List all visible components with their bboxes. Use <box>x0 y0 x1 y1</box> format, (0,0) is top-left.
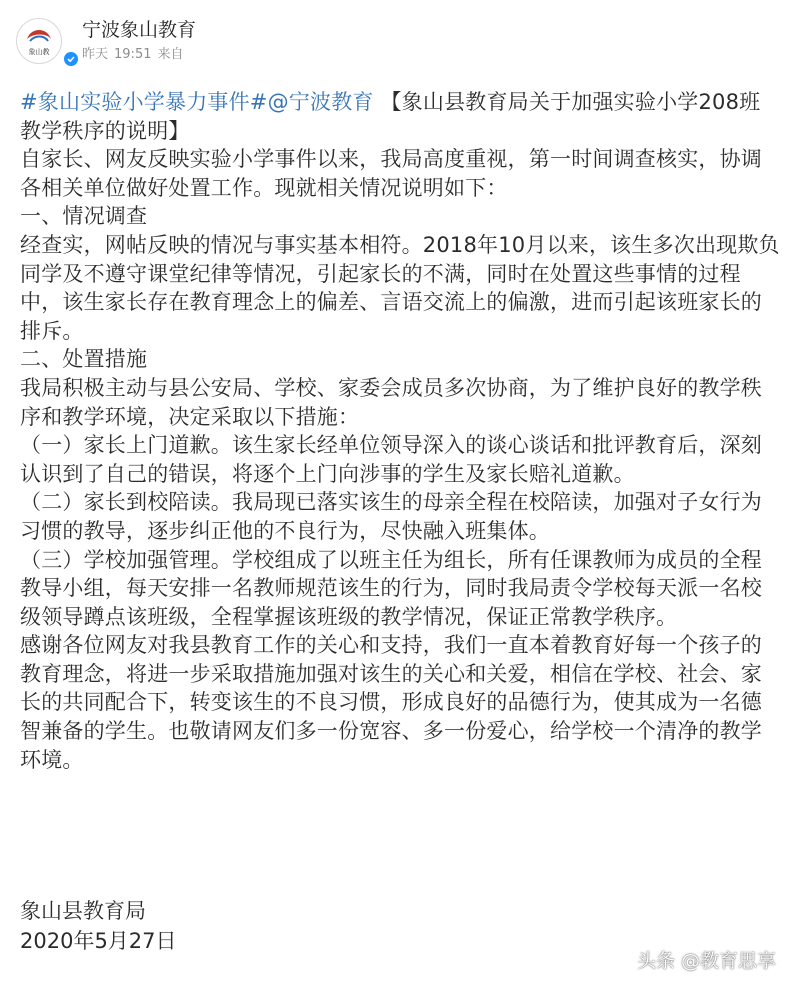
post-source: 来自 <box>157 47 184 62</box>
measure-2: （二）家长到校陪读。我局现已落实该生的母亲全程在校陪读，加强对子女行为习惯的教导，逐步纠正他的不良行为，尽快融入班集体。 <box>20 490 762 543</box>
verified-icon <box>62 50 80 68</box>
signature-organization: 象山县教育局 <box>20 899 146 923</box>
post-title-line <box>20 88 780 145</box>
post-day: 昨天 <box>82 47 109 62</box>
avatar[interactable] <box>16 18 62 64</box>
section2-heading: 二、处置措施 <box>20 347 148 372</box>
section1-body: 经查实，网帖反映的情况与事实基本相符。2018年10月以来，该生多次出现欺负同学及不遵守课堂纪律等情况，引起家长的不满，同时在处置这些事情的过程中，该生家长存在教育理念上的偏差、言语交流上的偏激，进而引起该班家长的排斥。 <box>20 232 780 343</box>
post-meta <box>82 46 196 64</box>
topic-tag-link[interactable]: #象山实验小学暴力事件# <box>20 90 268 114</box>
avatar-logo-icon <box>17 19 61 63</box>
mention-link[interactable]: @宁波教育 <box>267 90 374 114</box>
post-time: 19:51 <box>114 47 152 62</box>
post-header <box>16 10 196 72</box>
signature-date: 2020年5月27日 <box>20 929 177 953</box>
closing-paragraph: 感谢各位网友对我县教育工作的关心和支持，我们一直本着教育好每一个孩子的教育理念，将进一步采取措施加强对该生的关心和关爱，相信在学校、社会、家长的共同配合下，转变该生的不良习惯，形成良好的品德行为，使其成为一名德智兼备的学生。也敬请网友们多一份宽容、多一份爱心，给学校一个清净的教学环境。 <box>20 633 762 772</box>
post-body <box>20 88 780 774</box>
avatar-label: 象山教 <box>28 48 50 56</box>
account-name[interactable]: 宁波象山教育 <box>82 19 197 41</box>
watermark: 头条 @教育思享 <box>636 950 776 972</box>
measure-3: （三）学校加强管理。学校组成了以班主任为组长，所有任课教师为成员的全程教导小组，每天安排一名教师规范该生的行为，同时我局责令学校每天派一名校级领导蹲点该班级，全程掌握该班级的教学情况，保证正常教学秩序。 <box>20 547 762 629</box>
section1-heading: 一、情况调查 <box>20 204 148 229</box>
intro-paragraph: 自家长、网友反映实验小学事件以来，我局高度重视，第一时间调查核实，协调各相关单位做好处置工作。现就相关情况说明如下： <box>20 147 762 200</box>
measure-1: （一）家长上门道歉。该生家长经单位领导深入的谈心谈话和批评教育后，深刻认识到了自己的错误，将逐个上门向涉事的学生及家长赔礼道歉。 <box>20 433 762 486</box>
section2-intro: 我局积极主动与县公安局、学校、家委会成员多次协商，为了维护良好的教学秩序和教学环境，决定采取以下措施： <box>20 375 762 429</box>
post-title: 【象山县教育局关于加强实验小学208班教学秩序的说明】 <box>20 90 761 143</box>
signature-block <box>20 896 177 956</box>
